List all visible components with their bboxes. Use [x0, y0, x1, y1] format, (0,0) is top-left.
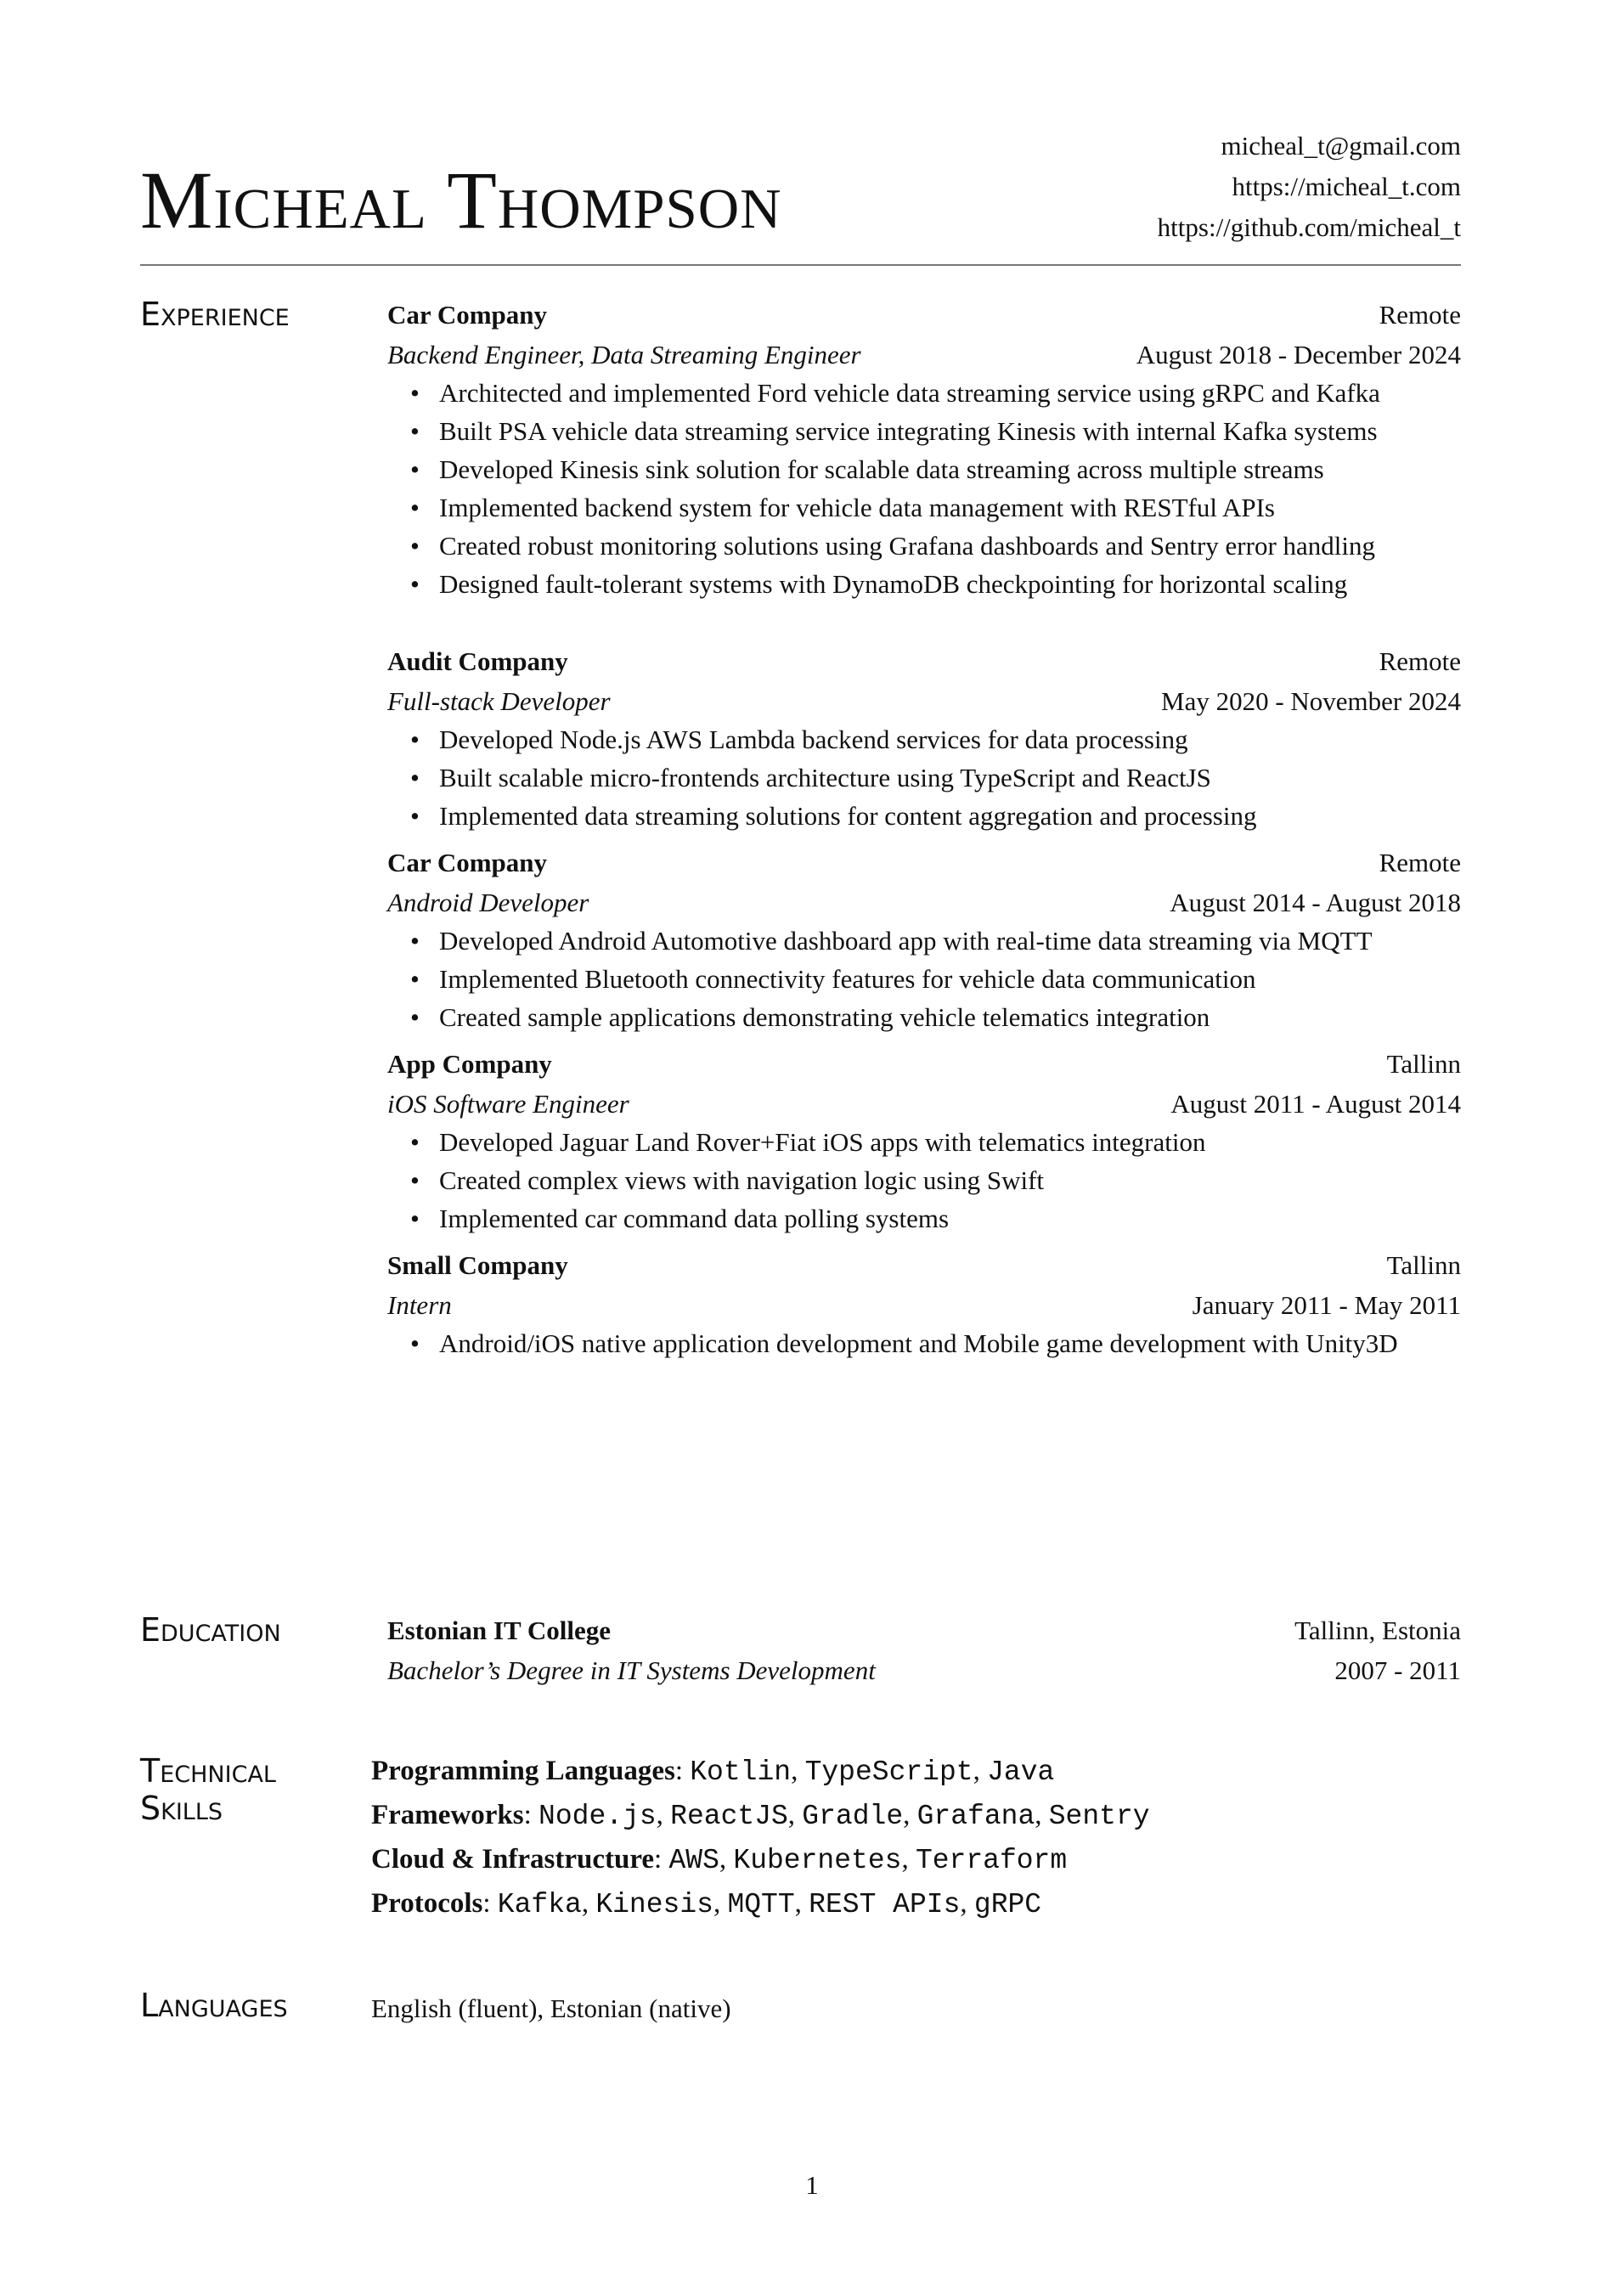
bullet-list [387, 375, 1461, 604]
list-item: • Implemented car command data polling systems [439, 1200, 1461, 1238]
website-link[interactable]: https://micheal_t.com [1232, 172, 1461, 201]
list-item: • Implemented Bluetooth connectivity features for vehicle data communication [439, 961, 1461, 999]
school-location: Tallinn, Estonia [1294, 1616, 1461, 1645]
list-item: • Architected and implemented Ford vehicle data streaming service using gRPC and Kafka [439, 375, 1461, 413]
skill-row-protocols: Protocols: Kafka, Kinesis, MQTT, REST APIs, gRPC [371, 1888, 1042, 1920]
job-title: Backend Engineer, Data Streaming Engineer [387, 340, 861, 369]
experience-section [387, 295, 1461, 1363]
github-link[interactable]: https://github.com/micheal_t [1157, 212, 1461, 242]
education-years: 2007 - 2011 [1334, 1655, 1461, 1685]
header-divider [140, 264, 1461, 266]
company-name: App Company [387, 1049, 552, 1079]
list-item: • Implemented backend system for vehicle data management with RESTful APIs [439, 489, 1461, 527]
job-location: Remote [1379, 300, 1461, 330]
experience-entry [387, 1245, 1461, 1363]
job-title: Android Developer [387, 888, 589, 917]
list-item: • Developed Android Automotive dashboard app with real-time data streaming via MQTT [439, 922, 1461, 961]
bullet-list [387, 922, 1461, 1037]
list-item: • Created sample applications demonstrating vehicle telematics integration [439, 999, 1461, 1037]
list-item: • Developed Kinesis sink solution for scalable data streaming across multiple streams [439, 451, 1461, 489]
company-name: Small Company [387, 1250, 568, 1280]
list-item: • Implemented data streaming solutions for content aggregation and processing [439, 798, 1461, 836]
skill-row-frameworks: Frameworks: Node.js, ReactJS, Gradle, Grafana, Sentry [371, 1800, 1150, 1832]
job-location: Tallinn [1386, 1049, 1461, 1079]
education-section [387, 1610, 1461, 1690]
section-title-skills: Technical Skills [140, 1752, 276, 1827]
job-location: Remote [1379, 646, 1461, 676]
bullet-list [387, 1325, 1461, 1363]
list-item: • Android/iOS native application development and Mobile game development with Unity3D [439, 1325, 1461, 1363]
experience-entry [387, 641, 1461, 836]
section-title-experience: Experience [140, 296, 290, 333]
job-dates: August 2018 - December 2024 [1136, 340, 1461, 369]
skill-row-programming: Programming Languages: Kotlin, TypeScript, Java [371, 1756, 1055, 1788]
school-name: Estonian IT College [387, 1616, 611, 1645]
list-item: • Developed Jaguar Land Rover+Fiat iOS apps with telematics integration [439, 1124, 1461, 1162]
section-title-education: Education [140, 1611, 281, 1649]
bullet-list [387, 1124, 1461, 1238]
email-link[interactable]: micheal_t@gmail.com [1221, 131, 1461, 161]
experience-entry [387, 1044, 1461, 1238]
company-name: Car Company [387, 300, 548, 330]
contact-block [1158, 126, 1461, 248]
company-name: Audit Company [387, 646, 568, 676]
job-title: Intern [387, 1290, 452, 1320]
job-title: Full-stack Developer [387, 686, 611, 716]
experience-entry [387, 843, 1461, 1037]
list-item: • Created complex views with navigation logic using Swift [439, 1162, 1461, 1200]
languages-text: English (fluent), Estonian (native) [371, 1993, 731, 2023]
bullet-list [387, 721, 1461, 836]
list-item: • Created robust monitoring solutions using Grafana dashboards and Sentry error handling [439, 527, 1461, 566]
job-location: Tallinn [1386, 1250, 1461, 1280]
experience-entry [387, 295, 1461, 604]
skill-row-cloud: Cloud & Infrastructure: AWS, Kubernetes, Terraform [371, 1844, 1068, 1876]
job-title: iOS Software Engineer [387, 1089, 629, 1119]
job-dates: August 2011 - August 2014 [1170, 1089, 1461, 1119]
list-item: • Built scalable micro-frontends architecture using TypeScript and ReactJS [439, 759, 1461, 798]
list-item: • Developed Node.js AWS Lambda backend services for data processing [439, 721, 1461, 759]
degree-title: Bachelor’s Degree in IT Systems Development [387, 1655, 876, 1685]
section-title-languages: Languages [140, 1987, 288, 2024]
skills-section [371, 1749, 1461, 1926]
job-dates: August 2014 - August 2018 [1170, 888, 1461, 917]
job-location: Remote [1379, 848, 1461, 877]
list-item: • Designed fault-tolerant systems with DynamoDB checkpointing for horizontal scaling [439, 566, 1461, 604]
job-dates: January 2011 - May 2011 [1192, 1290, 1461, 1320]
candidate-name: Micheal Thompson [140, 155, 782, 245]
company-name: Car Company [387, 848, 548, 877]
list-item: • Built PSA vehicle data streaming service integrating Kinesis with internal Kafka systems [439, 413, 1461, 451]
page-number: 1 [805, 2170, 819, 2200]
job-dates: May 2020 - November 2024 [1161, 686, 1461, 716]
